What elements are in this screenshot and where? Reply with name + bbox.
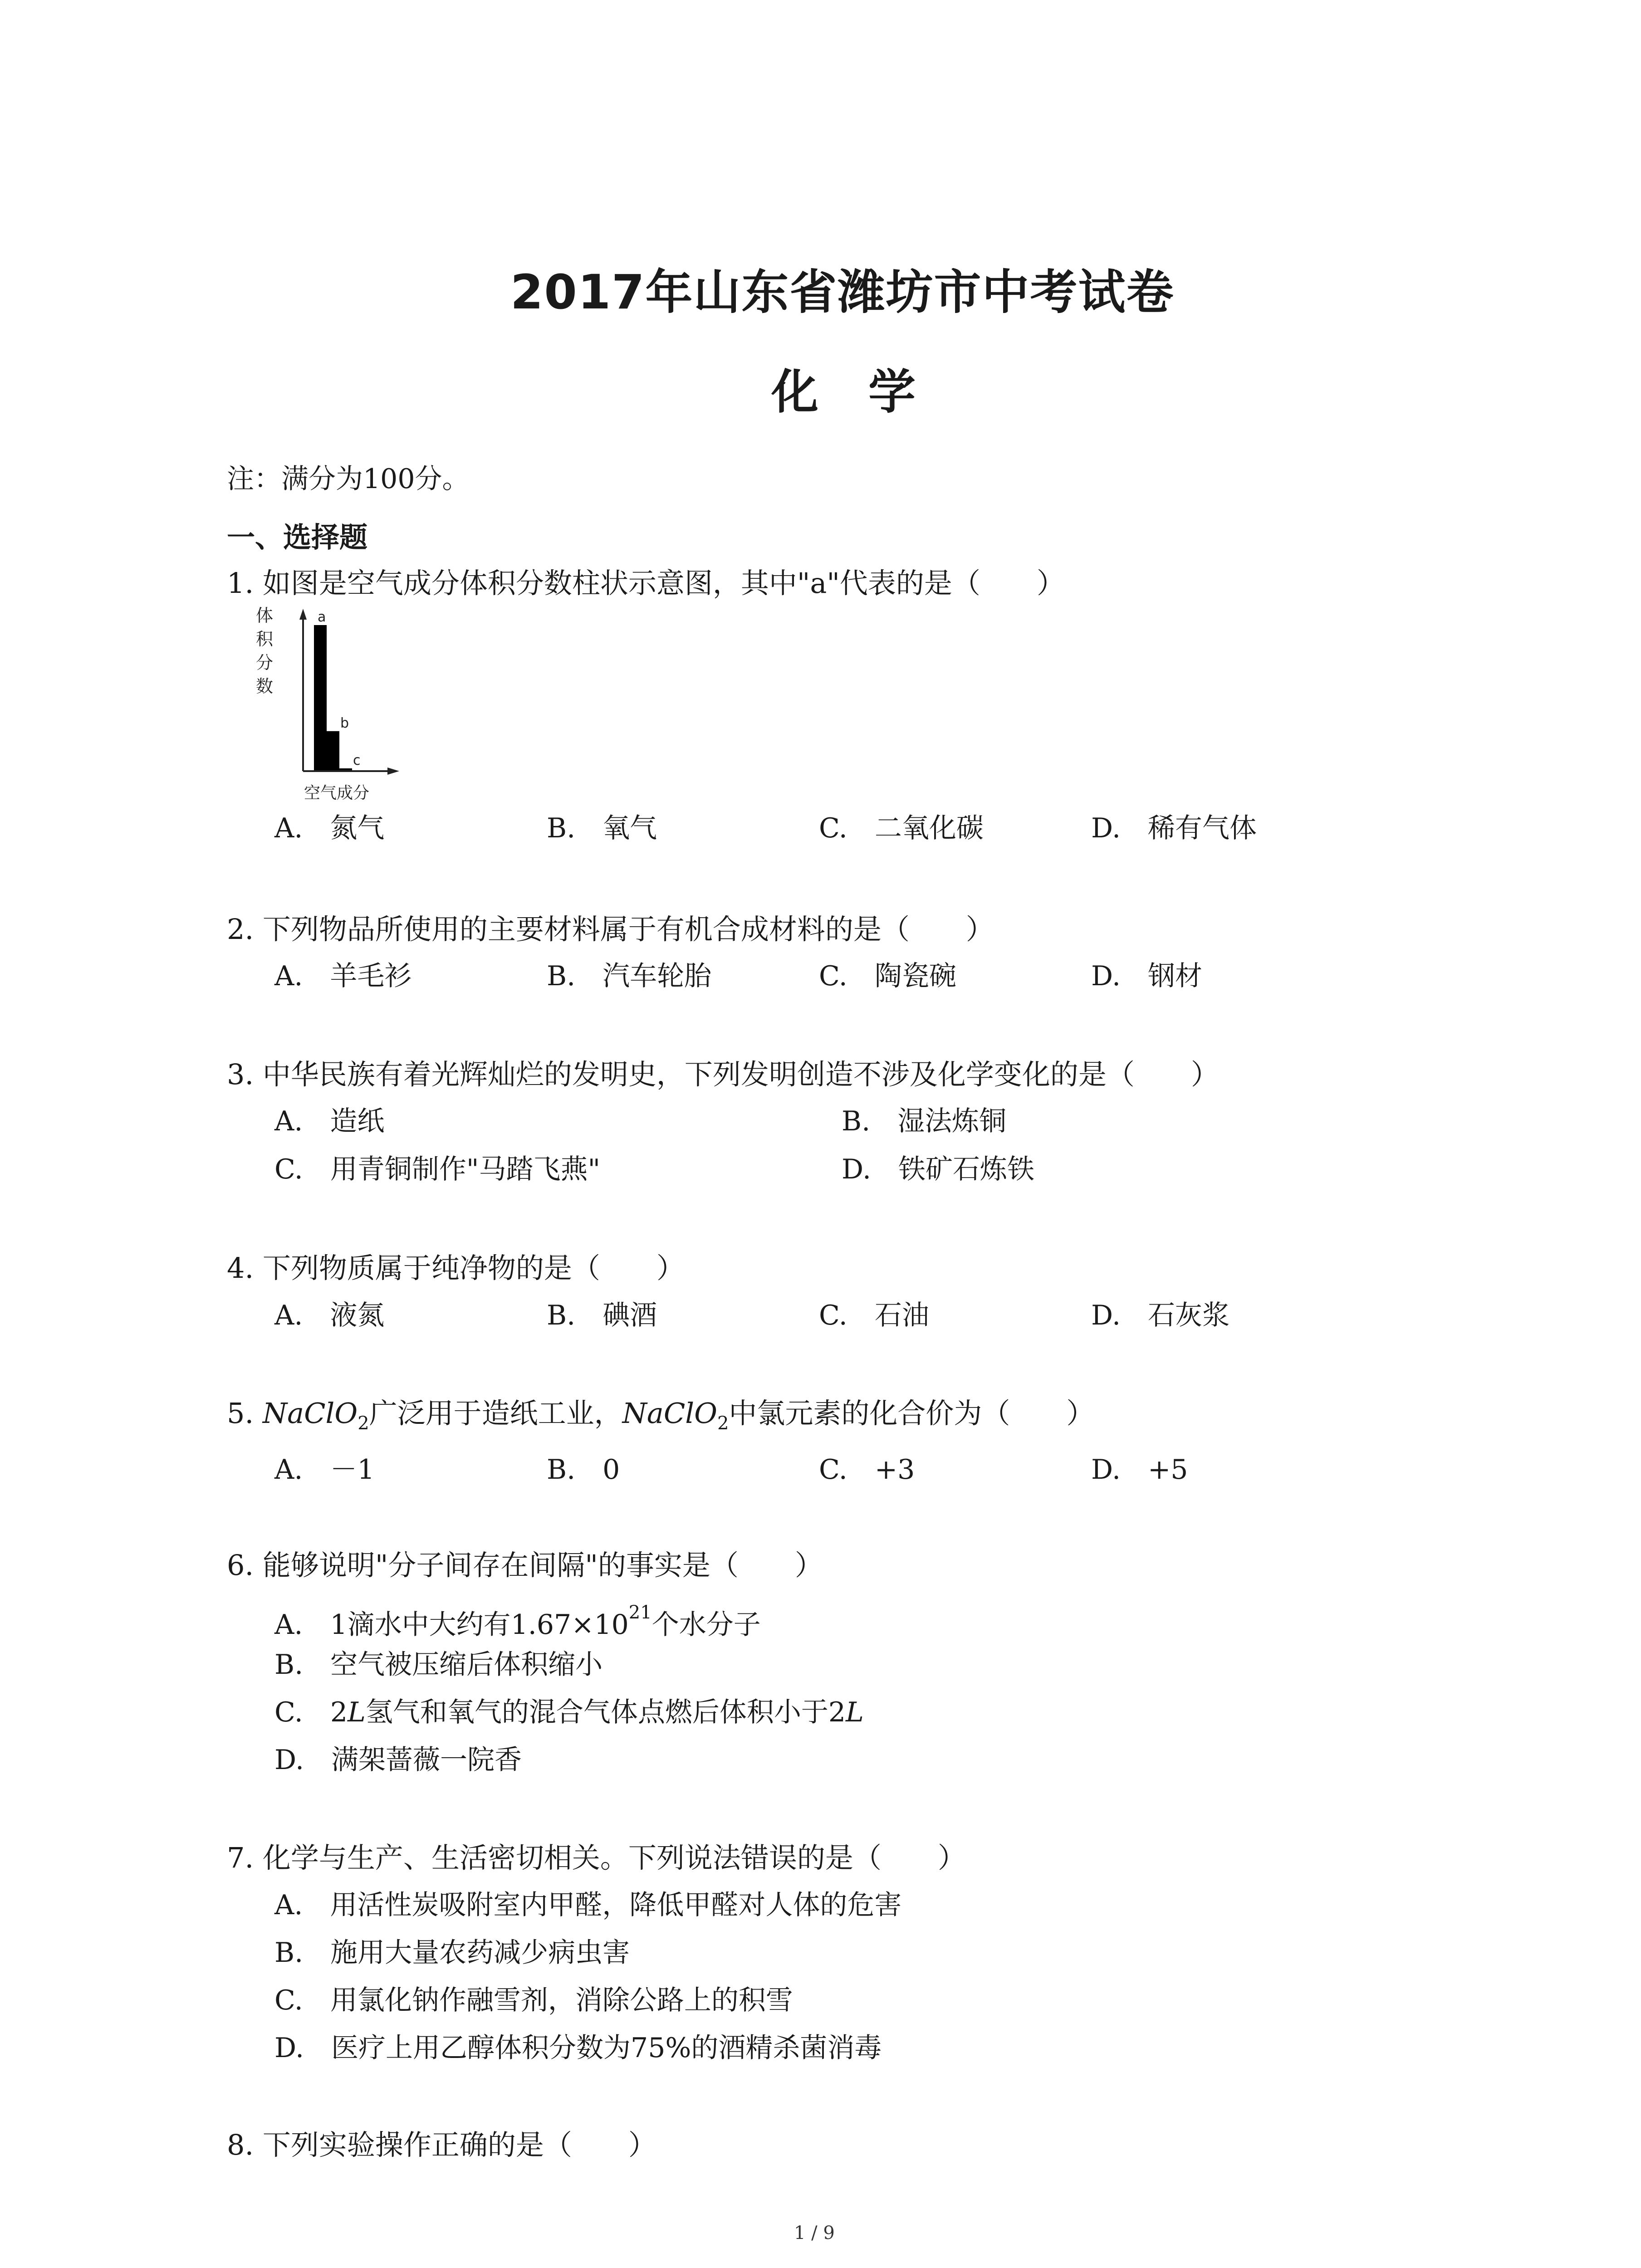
question-4-stem: 4. 下列物质属于纯净物的是（ ）	[227, 1251, 685, 1285]
ylabel-char: 体	[256, 606, 274, 626]
q5-text-1: 广泛用于造纸工业，	[369, 1397, 622, 1430]
question-3-option-b[interactable]: B. 湿法炼铜	[842, 1105, 1007, 1137]
question-3-option-a[interactable]: A. 造纸	[274, 1105, 385, 1137]
ylabel-char: 分	[256, 653, 274, 673]
question-7-option-a[interactable]: A. 用活性炭吸附室内甲醛，降低甲醛对人体的危害	[274, 1889, 902, 1921]
question-3-option-d[interactable]: D. 铁矿石炼铁	[842, 1154, 1035, 1185]
ylabel-char: 积	[256, 629, 274, 649]
q6c-text-2: 氢气和氧气的混合气体点燃后体积小于2	[365, 1696, 846, 1728]
q6a-text-1: A. 1滴水中大约有1.67×10	[274, 1609, 629, 1641]
q5-text-2: 中氯元素的化合价为（ ）	[729, 1397, 1095, 1430]
question-3-option-c[interactable]: C. 用青铜制作"马踏飞燕"	[274, 1154, 601, 1185]
bar-b	[327, 731, 339, 770]
question-6-option-b[interactable]: B. 空气被压缩后体积缩小	[274, 1649, 603, 1681]
ylabel-char: 数	[256, 676, 274, 696]
page-number: 1 / 9	[794, 2223, 835, 2244]
bar-label-a: a	[318, 609, 326, 625]
q5-number: 5.	[227, 1397, 263, 1430]
page-title: 2017年山东省潍坊市中考试卷	[510, 264, 1175, 320]
question-2-option-a[interactable]: A. 羊毛衫	[274, 960, 412, 992]
question-3-stem: 3. 中华民族有着光辉灿烂的发明史，下列发明创造不涉及化学变化的是（ ）	[227, 1058, 1219, 1091]
question-4-option-a[interactable]: A. 液氮	[274, 1300, 385, 1331]
question-4-option-d[interactable]: D. 石灰浆	[1091, 1300, 1230, 1331]
chart-ylabel	[256, 606, 274, 696]
question-2-option-d[interactable]: D. 钢材	[1091, 960, 1203, 992]
air-composition-chart	[254, 603, 417, 812]
question-5-option-c[interactable]: C. +3	[819, 1454, 915, 1486]
question-2-option-c[interactable]: C. 陶瓷碗	[819, 960, 956, 992]
q6c-unit-2: L	[846, 1696, 864, 1728]
question-5-option-b[interactable]: B. 0	[547, 1454, 620, 1486]
q5-formula-2-subscript: 2	[717, 1413, 729, 1434]
question-4-option-c[interactable]: C. 石油	[819, 1300, 929, 1331]
question-1-stem: 1. 如图是空气成分体积分数柱状示意图，其中"a"代表的是（ ）	[227, 567, 1065, 600]
chart-xlabel: 空气成分	[304, 784, 370, 802]
question-5-option-d[interactable]: D. +5	[1091, 1454, 1188, 1486]
question-7-option-b[interactable]: B. 施用大量农药减少病虫害	[274, 1937, 630, 1969]
question-2-stem: 2. 下列物品所使用的主要材料属于有机合成材料的是（ ）	[227, 913, 994, 946]
question-5-stem	[227, 1399, 1094, 1432]
question-8-stem: 8. 下列实验操作正确的是（ ）	[227, 2128, 656, 2161]
question-4-option-b[interactable]: B. 碘酒	[547, 1300, 657, 1331]
q6c-unit-1: L	[348, 1696, 366, 1728]
question-6-option-d[interactable]: D. 满架蔷薇一院香	[274, 1744, 522, 1776]
x-axis-arrow	[387, 767, 399, 775]
question-1-option-d[interactable]: D. 稀有气体	[1091, 812, 1257, 844]
question-6-option-a[interactable]	[274, 1602, 761, 1641]
bar-a	[314, 625, 327, 770]
section-heading: 一、选择题	[227, 521, 368, 554]
question-7-option-d[interactable]: D. 医疗上用乙醇体积分数为75%的酒精杀菌消毒	[274, 2032, 882, 2064]
q5-formula-2: NaClO	[622, 1397, 717, 1430]
question-6-stem: 6. 能够说明"分子间存在间隔"的事实是（ ）	[227, 1549, 823, 1582]
q5-formula-1: NaClO	[262, 1397, 358, 1430]
bar-label-b: b	[340, 715, 349, 731]
q6a-text-2: 个水分子	[652, 1609, 761, 1641]
score-note: 注：满分为100分。	[227, 463, 470, 495]
bar-label-c: c	[353, 752, 361, 768]
question-5-option-a[interactable]: A. －1	[274, 1454, 375, 1486]
question-1-option-b[interactable]: B. 氧气	[547, 812, 657, 844]
y-axis-arrow	[299, 609, 307, 620]
question-7-stem: 7. 化学与生产、生活密切相关。下列说法错误的是（ ）	[227, 1841, 966, 1874]
q5-formula-1-subscript: 2	[358, 1413, 369, 1434]
question-1-option-c[interactable]: C. 二氧化碳	[819, 812, 984, 844]
question-2-option-b[interactable]: B. 汽车轮胎	[547, 960, 712, 992]
bar-c	[339, 768, 352, 770]
q6a-exponent: 21	[628, 1602, 652, 1623]
q6c-text-1: C. 2	[274, 1696, 348, 1728]
subject-title: 化学	[771, 364, 966, 420]
question-6-option-c[interactable]	[274, 1696, 864, 1728]
question-1-option-a[interactable]: A. 氮气	[274, 812, 385, 844]
question-7-option-c[interactable]: C. 用氯化钠作融雪剂，消除公路上的积雪	[274, 1984, 793, 2016]
